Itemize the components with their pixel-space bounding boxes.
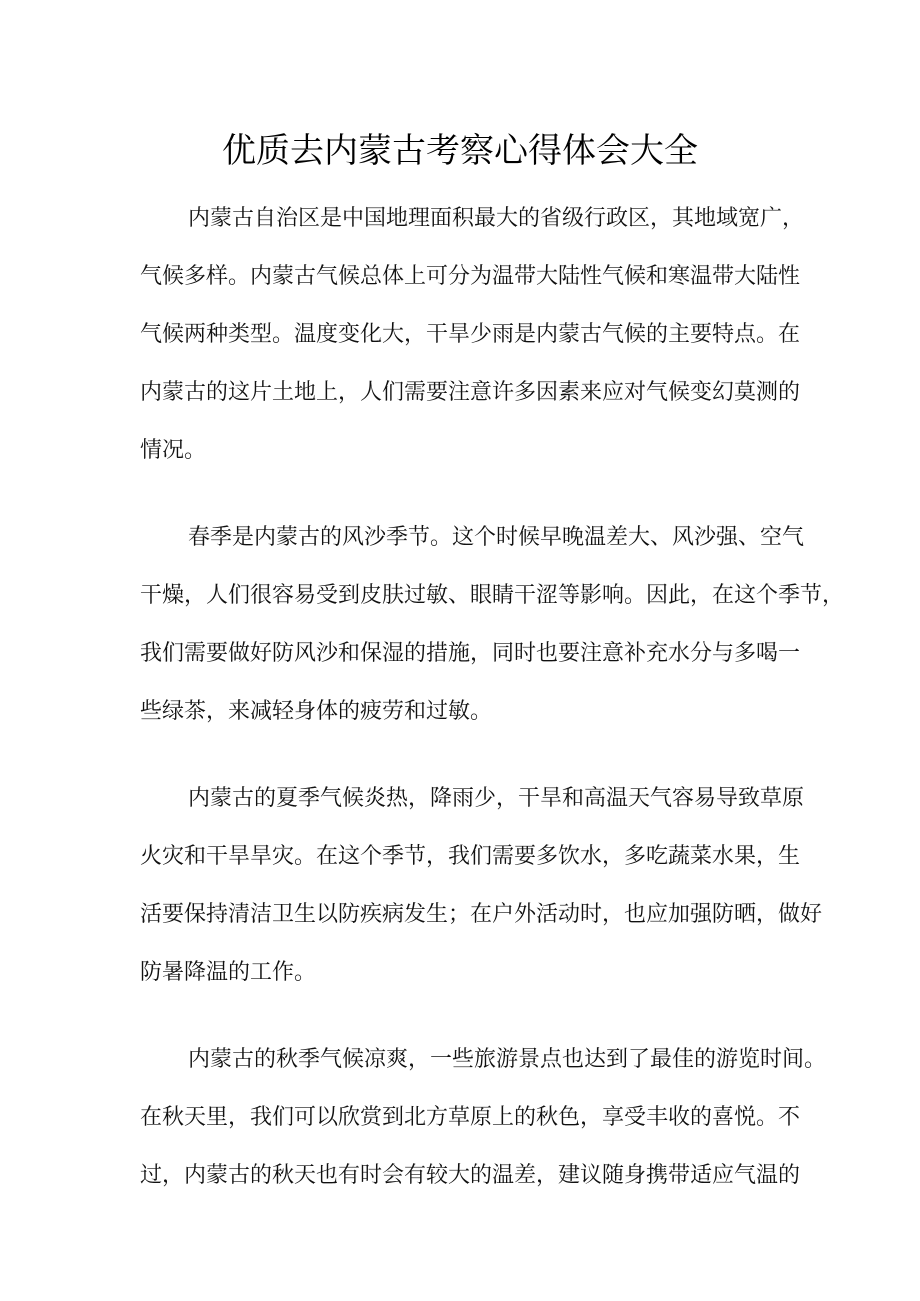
paragraph-line: 防暑降温的工作。	[140, 960, 317, 985]
paragraph-line: 干燥，人们很容易受到皮肤过敏、眼睛干涩等影响。因此，在这个季节，	[140, 583, 845, 608]
paragraph-line: 过，内蒙古的秋天也有时会有较大的温差，建议随身携带适应气温的	[140, 1163, 801, 1188]
paragraph-line: 气候多样。内蒙古气候总体上可分为温带大陆性气候和寒温带大陆性	[140, 264, 801, 289]
document-title: 优质去内蒙古考察心得体会大全	[222, 131, 698, 171]
paragraph-line: 气候两种类型。温度变化大，干旱少雨是内蒙古气候的主要特点。在	[140, 322, 801, 347]
paragraph-line: 在秋天里，我们可以欣赏到北方草原上的秋色，享受丰收的喜悦。不	[140, 1105, 801, 1130]
paragraph-line: 内蒙古的夏季气候炎热，降雨少，干旱和高温天气容易导致草原	[188, 786, 805, 811]
paragraph-line: 情况。	[140, 438, 207, 463]
paragraph-line: 些绿茶，来减轻身体的疲劳和过敏。	[140, 699, 493, 724]
paragraph-line: 我们需要做好防风沙和保湿的措施，同时也要注意补充水分与多喝一	[140, 641, 801, 666]
paragraph-1	[140, 190, 805, 480]
paragraph-line: 内蒙古自治区是中国地理面积最大的省级行政区，其地域宽广，	[188, 206, 805, 231]
paragraph-line: 内蒙古的秋季气候凉爽，一些旅游景点也达到了最佳的游览时间。	[188, 1047, 827, 1072]
document-body	[140, 190, 845, 1234]
paragraph-line: 活要保持清洁卫生以防疾病发生；在户外活动时，也应加强防晒，做好	[140, 902, 823, 927]
paragraph-4	[140, 1031, 827, 1205]
paragraph-2	[140, 509, 845, 741]
paragraph-line: 内蒙古的这片土地上，人们需要注意许多因素来应对气候变幻莫测的	[140, 380, 801, 405]
paragraph-line: 火灾和干旱旱灾。在这个季节，我们需要多饮水，多吃蔬菜水果，生	[140, 844, 801, 869]
paragraph-3	[140, 770, 823, 1002]
paragraph-line: 春季是内蒙古的风沙季节。这个时候早晚温差大、风沙强、空气	[188, 525, 805, 550]
